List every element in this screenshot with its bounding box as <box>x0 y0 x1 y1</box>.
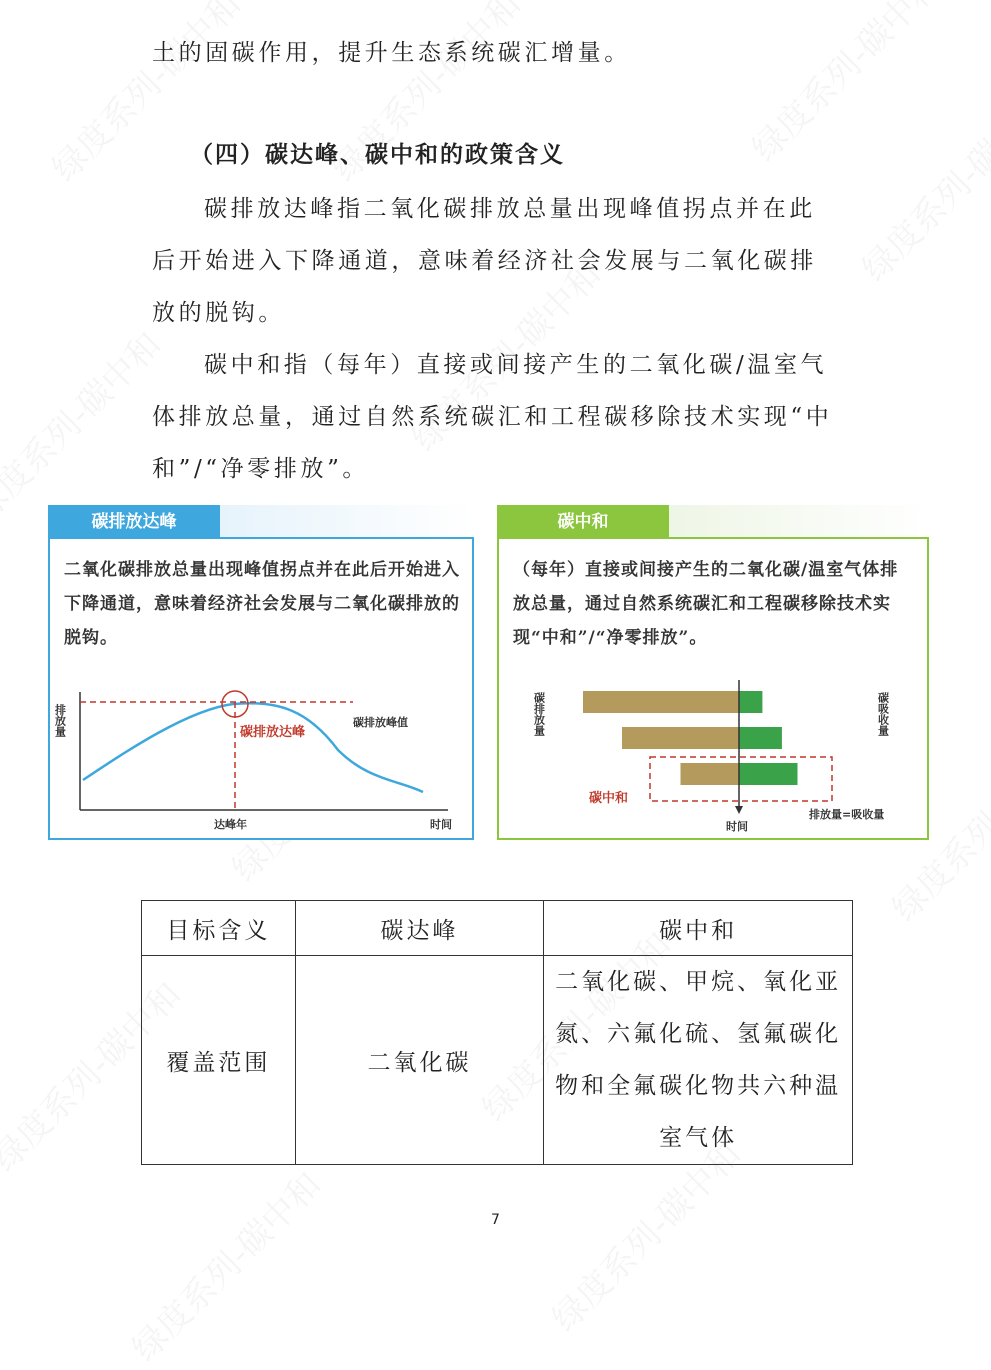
neutral-time-axis-arrow <box>735 806 743 814</box>
watermark <box>0 319 170 530</box>
emission-bar <box>622 727 739 749</box>
figure-peak-tab-strip <box>220 505 474 537</box>
paragraph-neutral: 碳中和指（每年）直接或间接产生的二氧化碳/温室气体排放总量，通过自然系统碳汇和工程碳移除技术实现“中和”/“净零排放”。 <box>152 352 833 482</box>
watermark <box>849 79 991 290</box>
watermark <box>119 1159 330 1370</box>
watermark <box>739 0 950 170</box>
table-header-cell: 目标含义 <box>142 901 296 956</box>
page-number: 7 <box>491 1212 500 1228</box>
neutral-chart <box>497 680 929 840</box>
absorption-bar <box>739 727 782 749</box>
goals-table <box>141 900 853 1165</box>
figure-neutral-tab-strip <box>669 505 929 537</box>
table-cell-peak: 二氧化碳 <box>295 956 543 1165</box>
neutral-left-label: 碳排放量 <box>532 692 546 736</box>
figure-neutral-description: （每年）直接或间接产生的二氧化碳/温室气体排放总量，通过自然系统碳汇和工程碳移除技术实现“中和”/“净零排放”。 <box>513 560 899 648</box>
neutral-equation-label: 排放量=吸收量 <box>809 808 885 821</box>
neutral-x-label: 时间 <box>726 820 748 833</box>
peak-year-label: 达峰年 <box>214 818 247 831</box>
table-header-cell: 碳达峰 <box>295 901 543 956</box>
figure-neutral-tab: 碳中和 <box>497 505 669 539</box>
table-row-label: 覆盖范围 <box>142 956 296 1165</box>
figure-peak-description: 二氧化碳排放总量出现峰值拐点并在此后开始进入下降通道，意味着经济社会发展与二氧化碳排放的脱钩。 <box>64 560 460 648</box>
peak-chart-x-label: 时间 <box>430 818 452 831</box>
paragraph-peak: 碳排放达峰指二氧化碳排放总量出现峰值拐点并在此后开始进入下降通道，意味着经济社会发展与二氧化碳排放的脱钩。 <box>152 196 817 326</box>
neutral-label: 碳中和 <box>589 791 629 806</box>
emission-bar <box>681 763 740 785</box>
table-row <box>142 956 853 1165</box>
section-heading: （四）碳达峰、碳中和的政策含义 <box>190 141 565 168</box>
figure-peak-tab: 碳排放达峰 <box>48 505 220 539</box>
absorption-bar <box>739 763 798 785</box>
peak-chart <box>48 680 474 840</box>
table-header-row <box>142 901 853 956</box>
table-cell-neutral: 二氧化碳、甲烷、氧化亚氮、六氟化硫、氢氟碳化物和全氟碳化物共六种温室气体 <box>544 956 853 1165</box>
body-line-top: 土的固碳作用，提升生态系统碳汇增量。 <box>152 40 631 66</box>
absorption-bar <box>739 691 762 713</box>
peak-point-label: 碳排放达峰 <box>240 725 306 740</box>
peak-chart-y-label: 排放量 <box>53 704 67 737</box>
neutral-right-label: 碳吸收量 <box>876 692 890 736</box>
peak-value-label: 碳排放峰值 <box>353 716 408 729</box>
emission-bar <box>583 691 739 713</box>
table-header-cell: 碳中和 <box>544 901 853 956</box>
